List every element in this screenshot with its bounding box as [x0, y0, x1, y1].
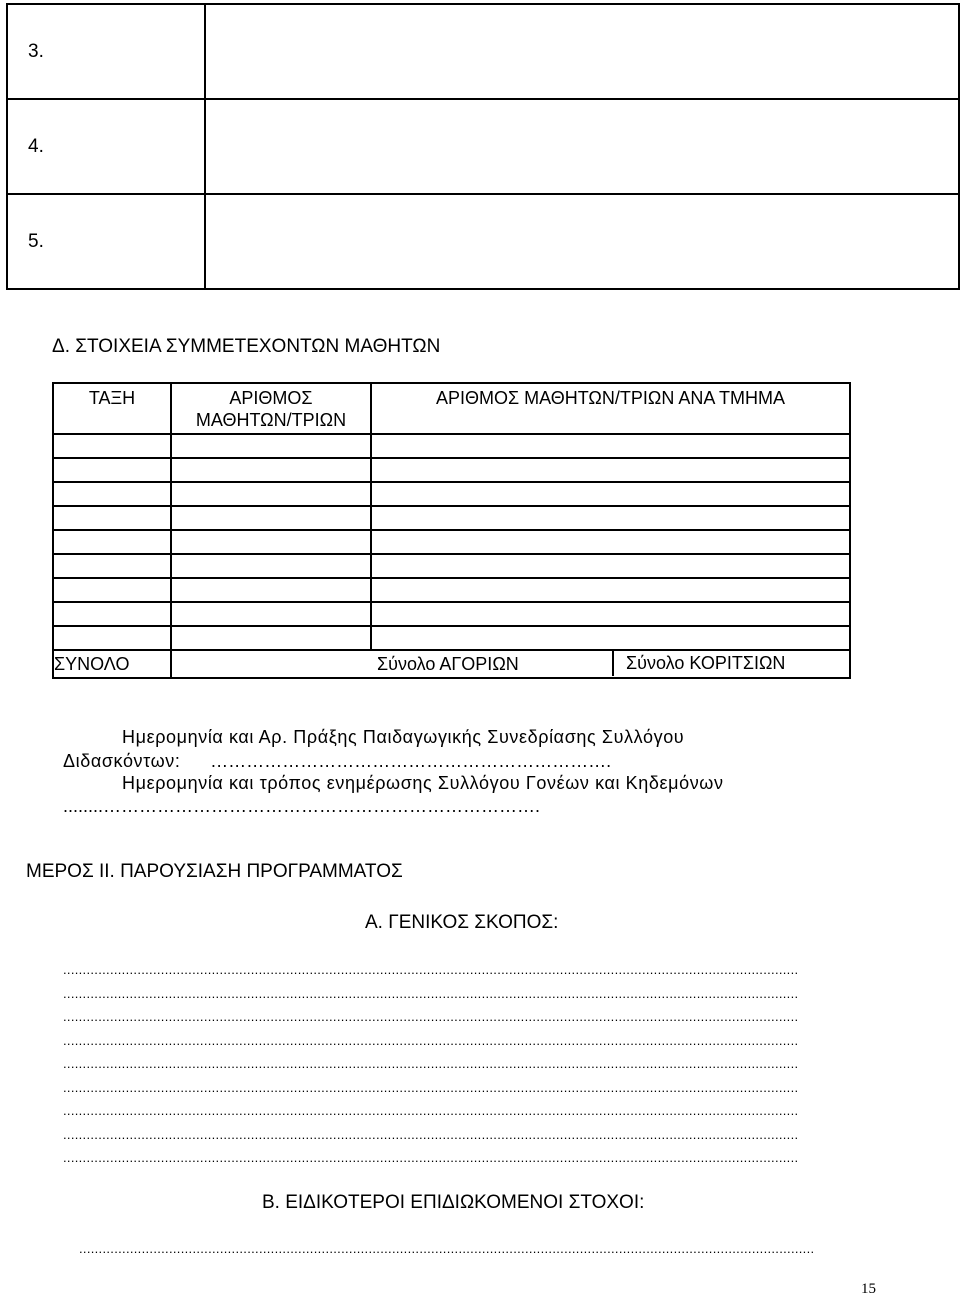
- teachers-council-label: Διδασκόντων:: [63, 751, 181, 771]
- total-label: ΣΥΝΟΛΟ: [53, 650, 171, 678]
- table-cell[interactable]: [171, 506, 371, 530]
- table-cell[interactable]: [371, 626, 850, 650]
- row-cell[interactable]: [205, 99, 959, 194]
- table-row: [53, 458, 850, 482]
- table-cell[interactable]: [53, 506, 171, 530]
- part2-title: ΜΕΡΟΣ ΙΙ. ΠΑΡΟΥΣΙΑΣΗ ΠΡΟΓΡΑΜΜΑΤΟΣ: [26, 861, 403, 882]
- table-row: [53, 506, 850, 530]
- table-row: [53, 578, 850, 602]
- table-cell[interactable]: [53, 434, 171, 458]
- header-line: ΑΡΙΘΜΟΣ: [229, 388, 313, 408]
- row-number: 5.: [7, 194, 205, 289]
- table-cell[interactable]: [53, 554, 171, 578]
- table-row: [53, 602, 850, 626]
- parents-update-line: Ημερομηνία και τρόπος ενημέρωσης Συλλόγου Γονέων και Κηδεμόνων: [122, 773, 724, 793]
- fill-dots[interactable]: ............................................................................................................................................................................................: [63, 1032, 799, 1048]
- table-row: [53, 554, 850, 578]
- fill-dots[interactable]: ........……………………………………………………………….: [63, 796, 541, 816]
- fill-dots[interactable]: ............................................................................................................................................................................................: [63, 985, 799, 1001]
- table-cell[interactable]: [371, 458, 850, 482]
- table-cell[interactable]: [171, 602, 371, 626]
- teachers-council-line: [63, 751, 611, 772]
- meeting-date-line: Ημερομηνία και Αρ. Πράξης Παιδαγωγικής Συνεδρίασης Συλλόγου: [122, 727, 685, 747]
- table-cell[interactable]: [53, 602, 171, 626]
- fill-dots[interactable]: ............................................................................................................................................................................................: [63, 1103, 799, 1118]
- header-class: ΤΑΞΗ: [53, 383, 171, 434]
- table-cell[interactable]: [371, 578, 850, 602]
- table-cell[interactable]: [53, 578, 171, 602]
- total-values-cell: [171, 650, 850, 678]
- table-row: [53, 482, 850, 506]
- section-b-title: Β. ΕΙΔΙΚΟΤΕΡΟΙ ΕΠΙΔΙΩΚΟΜΕΝΟΙ ΣΤΟΧΟΙ:: [262, 1192, 645, 1213]
- students-table: [52, 382, 851, 679]
- fill-dots[interactable]: ............................................................................................................................................................................................: [63, 962, 799, 977]
- row-cell[interactable]: [205, 4, 959, 99]
- fill-dots[interactable]: ............................................................................................................................................................................................: [79, 1241, 815, 1256]
- fill-dots[interactable]: ............................................................................................................................................................................................: [63, 1009, 799, 1024]
- table-cell[interactable]: [171, 578, 371, 602]
- header-line: ΜΑΘΗΤΩΝ/ΤΡΙΩΝ: [195, 410, 347, 430]
- table-cell[interactable]: [371, 434, 850, 458]
- section-d-title: Δ. ΣΤΟΙΧΕΙΑ ΣΥΜΜΕΤΕΧΟΝΤΩΝ ΜΑΘΗΤΩΝ: [52, 336, 441, 357]
- fill-dots[interactable]: ............................................................................................................................................................................................: [63, 1079, 799, 1095]
- fill-dots[interactable]: ............................................................................................................................................................................................: [63, 1150, 799, 1165]
- table-cell[interactable]: [371, 602, 850, 626]
- table-row: [53, 626, 850, 650]
- table-cell[interactable]: [171, 434, 371, 458]
- table-cell[interactable]: [171, 482, 371, 506]
- table-cell[interactable]: [171, 554, 371, 578]
- total-girls-label: Σύνολο ΚΟΡΙΤΣΙΩΝ: [612, 650, 785, 676]
- numbered-rows-table: [6, 3, 960, 290]
- row-number: 3.: [7, 4, 205, 99]
- fill-dots[interactable]: ............................................................................................................................................................................................: [63, 1056, 799, 1071]
- table-cell[interactable]: [171, 530, 371, 554]
- total-boys-label: Σύνολο ΑΓΟΡΙΩΝ: [377, 654, 519, 674]
- header-per-section: ΑΡΙΘΜΟΣ ΜΑΘΗΤΩΝ/ΤΡΙΩΝ ΑΝΑ ΤΜΗΜΑ: [371, 383, 850, 434]
- table-cell[interactable]: [53, 458, 171, 482]
- page-number: 15: [861, 1281, 876, 1297]
- table-cell[interactable]: [53, 482, 171, 506]
- row-number: 4.: [7, 99, 205, 194]
- header-student-count: [171, 383, 371, 434]
- table-cell[interactable]: [171, 458, 371, 482]
- table-cell[interactable]: [171, 626, 371, 650]
- table-cell[interactable]: [371, 530, 850, 554]
- table-row: [53, 434, 850, 458]
- row-cell[interactable]: [205, 194, 959, 289]
- table-cell[interactable]: [371, 482, 850, 506]
- section-a-title: Α. ΓΕΝΙΚΟΣ ΣΚΟΠΟΣ:: [365, 912, 559, 933]
- table-cell[interactable]: [53, 530, 171, 554]
- table-row: [53, 530, 850, 554]
- table-cell[interactable]: [53, 626, 171, 650]
- table-cell[interactable]: [371, 554, 850, 578]
- fill-dots[interactable]: ………………………………………………………….: [210, 751, 612, 771]
- fill-dots[interactable]: ............................................................................................................................................................................................: [63, 1126, 799, 1142]
- table-cell[interactable]: [371, 506, 850, 530]
